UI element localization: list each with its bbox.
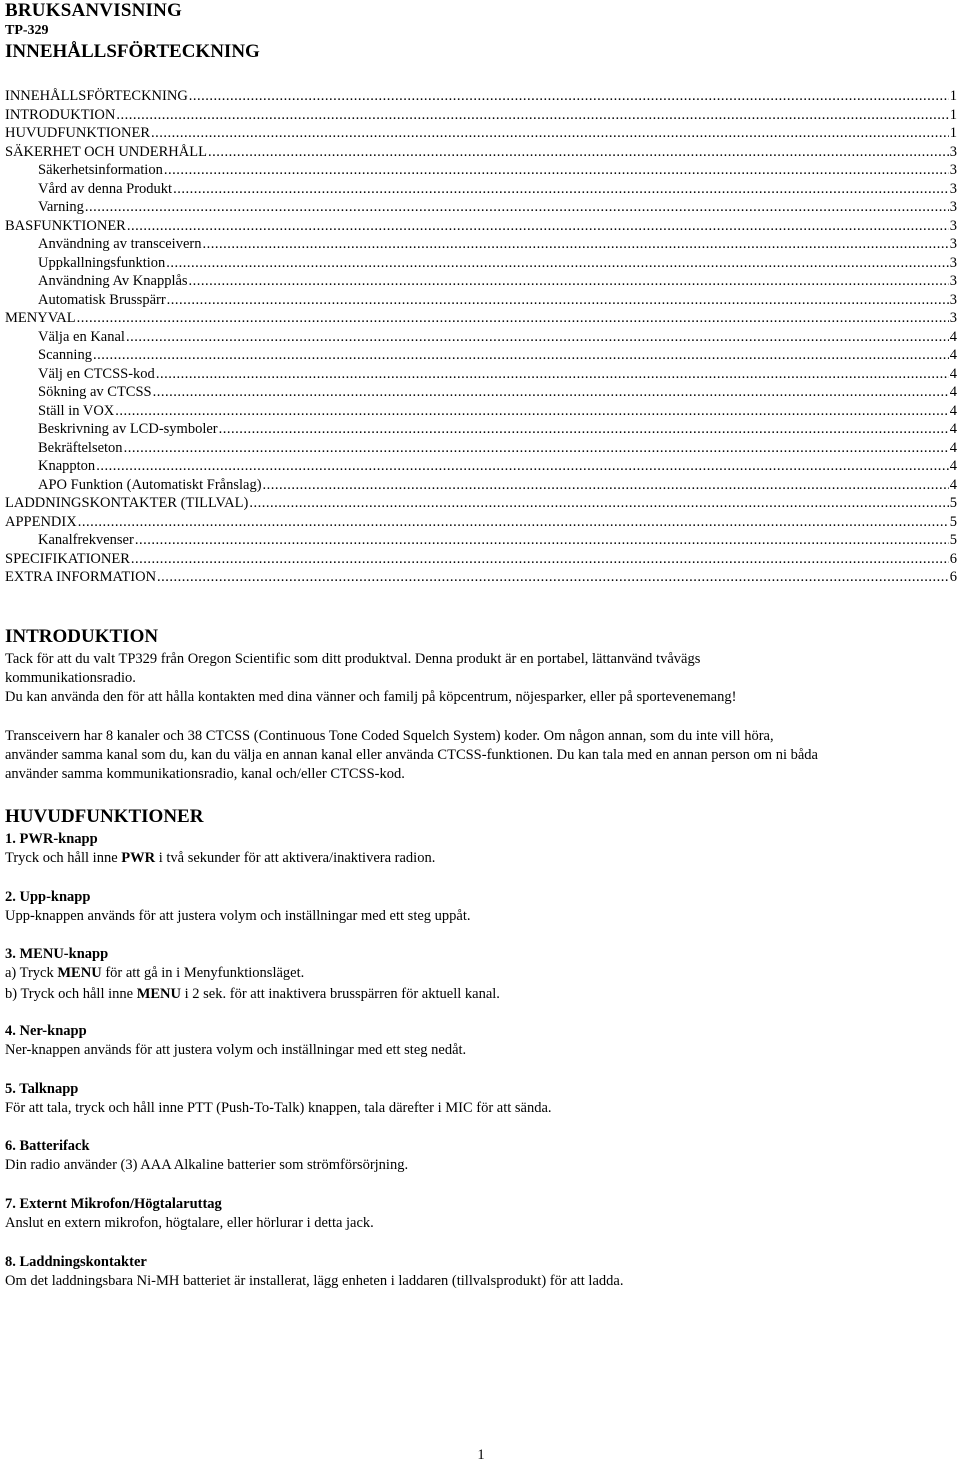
toc-entry-label: BASFUNKTIONER <box>5 217 126 234</box>
toc-entry-label: Scanning <box>38 347 92 363</box>
toc-title: INNEHÅLLSFÖRTECKNING <box>5 41 260 62</box>
feature-heading: 3. MENU-knapp <box>5 946 109 962</box>
toc-dot-leader <box>189 272 949 291</box>
toc-entry <box>5 291 957 310</box>
toc-dot-leader <box>263 476 949 495</box>
intro-line: använder samma kommunikationsradio, kanal och/eller CTCSS-kod. <box>5 766 405 782</box>
toc-dot-leader <box>127 217 949 236</box>
feature-text: Tryck och håll inne PWR i två sekunder för att aktivera/inaktivera radion. <box>5 850 436 866</box>
toc-entry-page: 4 <box>949 421 957 437</box>
toc-entry-page: 3 <box>949 291 957 308</box>
toc-entry-label: Sökning av CTCSS <box>38 384 152 400</box>
feature-text: Ner-knappen används för att justera volym och inställningar med ett steg nedåt. <box>5 1042 467 1058</box>
toc-entry <box>5 87 957 106</box>
intro-paragraph-2 <box>5 727 957 784</box>
toc-dot-leader <box>173 180 949 199</box>
toc-entry-label: INNEHÅLLSFÖRTECKNING <box>5 88 188 104</box>
feature-heading: 5. Talknapp <box>5 1081 79 1097</box>
toc-entry <box>5 328 957 347</box>
toc-entry <box>5 346 957 365</box>
toc-entry-page: 4 <box>949 476 957 493</box>
toc-entry-label: HUVUDFUNKTIONER <box>5 125 150 141</box>
toc-entry-label: Knappton <box>38 458 96 474</box>
toc-entry-page: 3 <box>949 180 957 197</box>
intro-line: Tack för att du valt TP329 från Oregon Scientific som ditt produktval. Denna produkt är en portabel, lättanvänd tvåvägs <box>5 651 701 667</box>
toc-dot-leader <box>164 161 949 180</box>
toc-entry-label: EXTRA INFORMATION <box>5 569 157 585</box>
intro-paragraph-1 <box>5 650 957 707</box>
toc-entry-label: SÄKERHET OCH UNDERHÅLL <box>5 143 207 160</box>
toc-entry-page: 1 <box>949 125 957 141</box>
toc-dot-leader <box>131 550 949 569</box>
toc-entry-label: Varning <box>38 199 84 215</box>
toc-entry-page: 5 <box>949 495 957 511</box>
feature-3 <box>5 945 957 1004</box>
toc-entry-page: 3 <box>949 254 957 271</box>
model-number: TP-329 <box>5 23 49 38</box>
toc-entry-page: 3 <box>949 199 957 215</box>
toc-entry-page: 4 <box>949 365 957 382</box>
toc-entry-label: APPENDIX <box>5 513 77 530</box>
toc-entry-label: Automatisk Brusspärr <box>38 291 166 308</box>
toc-entry <box>5 235 957 254</box>
toc-entry <box>5 402 957 421</box>
feature-heading: 7. Externt Mikrofon/Högtalaruttag <box>5 1196 222 1212</box>
toc-entry <box>5 420 957 439</box>
feature-1 <box>5 830 957 868</box>
toc-entry-page: 1 <box>949 88 957 104</box>
toc-entry-page: 4 <box>949 402 957 419</box>
toc-entry-label: Bekräftelseton <box>38 439 123 456</box>
toc-dot-leader <box>166 254 948 273</box>
toc-dot-leader <box>116 106 948 125</box>
toc-dot-leader <box>157 568 949 587</box>
toc-dot-leader <box>96 457 949 476</box>
toc-entry-page: 4 <box>949 347 957 363</box>
toc-entry-label: Vård av denna Produkt <box>38 180 173 197</box>
toc-entry-page: 3 <box>949 143 957 160</box>
feature-2 <box>5 888 957 926</box>
toc-entry <box>5 383 957 402</box>
feature-4 <box>5 1022 957 1060</box>
toc-entry-page: 1 <box>949 106 957 123</box>
toc-entry <box>5 180 957 199</box>
toc-entry-label: Ställ in VOX <box>38 402 115 419</box>
toc-dot-leader <box>126 328 949 347</box>
page-number: 1 <box>477 1447 485 1463</box>
toc-entry-label: Säkerhetsinformation <box>38 162 163 178</box>
toc-entry <box>5 550 957 569</box>
toc-entry <box>5 124 957 143</box>
toc-entry-page: 4 <box>949 458 957 474</box>
toc-entry-page: 3 <box>949 273 957 289</box>
feature-text: Upp-knappen används för att justera volym och inställningar med ett steg uppåt. <box>5 908 471 924</box>
toc-entry <box>5 309 957 328</box>
toc-dot-leader <box>202 235 948 254</box>
toc-dot-leader <box>249 494 948 513</box>
feature-text: Om det laddningsbara Ni-MH batteriet är installerat, lägg enheten i laddaren (tillvalsprodukt) för att ladda. <box>5 1273 624 1289</box>
toc-entry-page: 4 <box>949 328 957 345</box>
document-title: BRUKSANVISNING <box>5 0 183 21</box>
toc-entry-label: Välja en Kanal <box>38 328 125 345</box>
feature-heading: 6. Batterifack <box>5 1138 90 1154</box>
toc-entry <box>5 531 957 550</box>
toc-entry <box>5 161 957 180</box>
toc-entry-label: APO Funktion (Automatiskt Frånslag) <box>38 476 262 493</box>
intro-line: kommunikationsradio. <box>5 670 136 686</box>
feature-heading: 2. Upp-knapp <box>5 889 91 905</box>
toc-entry-label: LADDNINGSKONTAKTER (TILLVAL) <box>5 495 249 511</box>
toc-dot-leader <box>85 198 949 217</box>
toc-dot-leader <box>219 420 949 439</box>
toc-entry-page: 3 <box>949 310 957 326</box>
toc-dot-leader <box>153 383 949 402</box>
toc-dot-leader <box>151 124 949 143</box>
toc-entry-page: 3 <box>949 236 957 252</box>
intro-line: använder samma kanal som du, kan du välja en annan kanal eller använda CTCSS-funktionen. Du kan tala med en annan person om ni båda <box>5 747 818 763</box>
toc-entry-page: 6 <box>949 550 957 567</box>
toc-entry <box>5 198 957 217</box>
toc-dot-leader <box>189 87 949 106</box>
feature-7 <box>5 1195 957 1233</box>
toc-entry-label: Kanalfrekvenser <box>38 532 134 548</box>
toc-dot-leader <box>167 291 949 310</box>
toc-dot-leader <box>115 402 948 421</box>
toc-dot-leader <box>93 346 949 365</box>
table-of-contents <box>5 87 957 587</box>
toc-entry-page: 4 <box>949 439 957 456</box>
toc-entry <box>5 272 957 291</box>
toc-entry-label: INTRODUKTION <box>5 106 116 123</box>
toc-entry <box>5 143 957 162</box>
toc-entry <box>5 476 957 495</box>
toc-entry-page: 5 <box>949 532 957 548</box>
feature-heading: 1. PWR-knapp <box>5 831 98 847</box>
toc-entry-page: 6 <box>949 569 957 585</box>
feature-text: Anslut en extern mikrofon, högtalare, eller hörlurar i detta jack. <box>5 1215 374 1231</box>
toc-entry-label: MENYVAL <box>5 310 76 326</box>
toc-entry-label: Användning av transceivern <box>38 236 202 252</box>
feature-text: För att tala, tryck och håll inne PTT (Push-To-Talk) knappen, tala därefter i MIC för att sända. <box>5 1100 552 1116</box>
toc-dot-leader <box>135 531 949 550</box>
toc-entry <box>5 254 957 273</box>
toc-entry-page: 3 <box>949 162 957 178</box>
toc-entry-label: Välj en CTCSS-kod <box>38 365 155 382</box>
toc-entry <box>5 106 957 125</box>
feature-8 <box>5 1253 957 1291</box>
toc-entry-label: Användning Av Knapplås <box>38 273 188 289</box>
features-heading: HUVUDFUNKTIONER <box>5 806 204 827</box>
toc-entry <box>5 217 957 236</box>
toc-dot-leader <box>208 143 949 162</box>
feature-5 <box>5 1080 957 1118</box>
toc-entry-page: 3 <box>949 217 957 234</box>
feature-text: a) Tryck MENU för att gå in i Menyfunktionsläget. <box>5 965 305 981</box>
feature-text: b) Tryck och håll inne MENU i 2 sek. för att inaktivera brusspärren för aktuell kanal. <box>5 986 500 1002</box>
feature-text: Din radio använder (3) AAA Alkaline batterier som strömförsörjning. <box>5 1157 409 1173</box>
toc-entry-label: Beskrivning av LCD-symboler <box>38 421 218 437</box>
toc-entry-label: SPECIFIKATIONER <box>5 550 130 567</box>
feature-6 <box>5 1137 957 1175</box>
toc-entry <box>5 568 957 587</box>
toc-entry-page: 5 <box>949 513 957 530</box>
toc-entry-label: Uppkallningsfunktion <box>38 254 166 271</box>
toc-entry-page: 4 <box>949 384 957 400</box>
feature-heading: 8. Laddningskontakter <box>5 1254 147 1270</box>
toc-entry <box>5 513 957 532</box>
intro-line: Transceivern har 8 kanaler och 38 CTCSS (Continuous Tone Coded Squelch System) koder. Om någon annan, som du inte vill höra, <box>5 728 774 744</box>
toc-dot-leader <box>78 513 949 532</box>
toc-entry <box>5 494 957 513</box>
toc-entry <box>5 457 957 476</box>
toc-entry <box>5 439 957 458</box>
toc-dot-leader <box>77 309 949 328</box>
toc-entry <box>5 365 957 384</box>
toc-dot-leader <box>156 365 949 384</box>
feature-heading: 4. Ner-knapp <box>5 1023 87 1039</box>
intro-heading: INTRODUKTION <box>5 626 159 647</box>
intro-line: Du kan använda den för att hålla kontakten med dina vänner och familj på köpcentrum, nöjesparker, eller på sportevenemang! <box>5 689 737 705</box>
toc-dot-leader <box>124 439 949 458</box>
